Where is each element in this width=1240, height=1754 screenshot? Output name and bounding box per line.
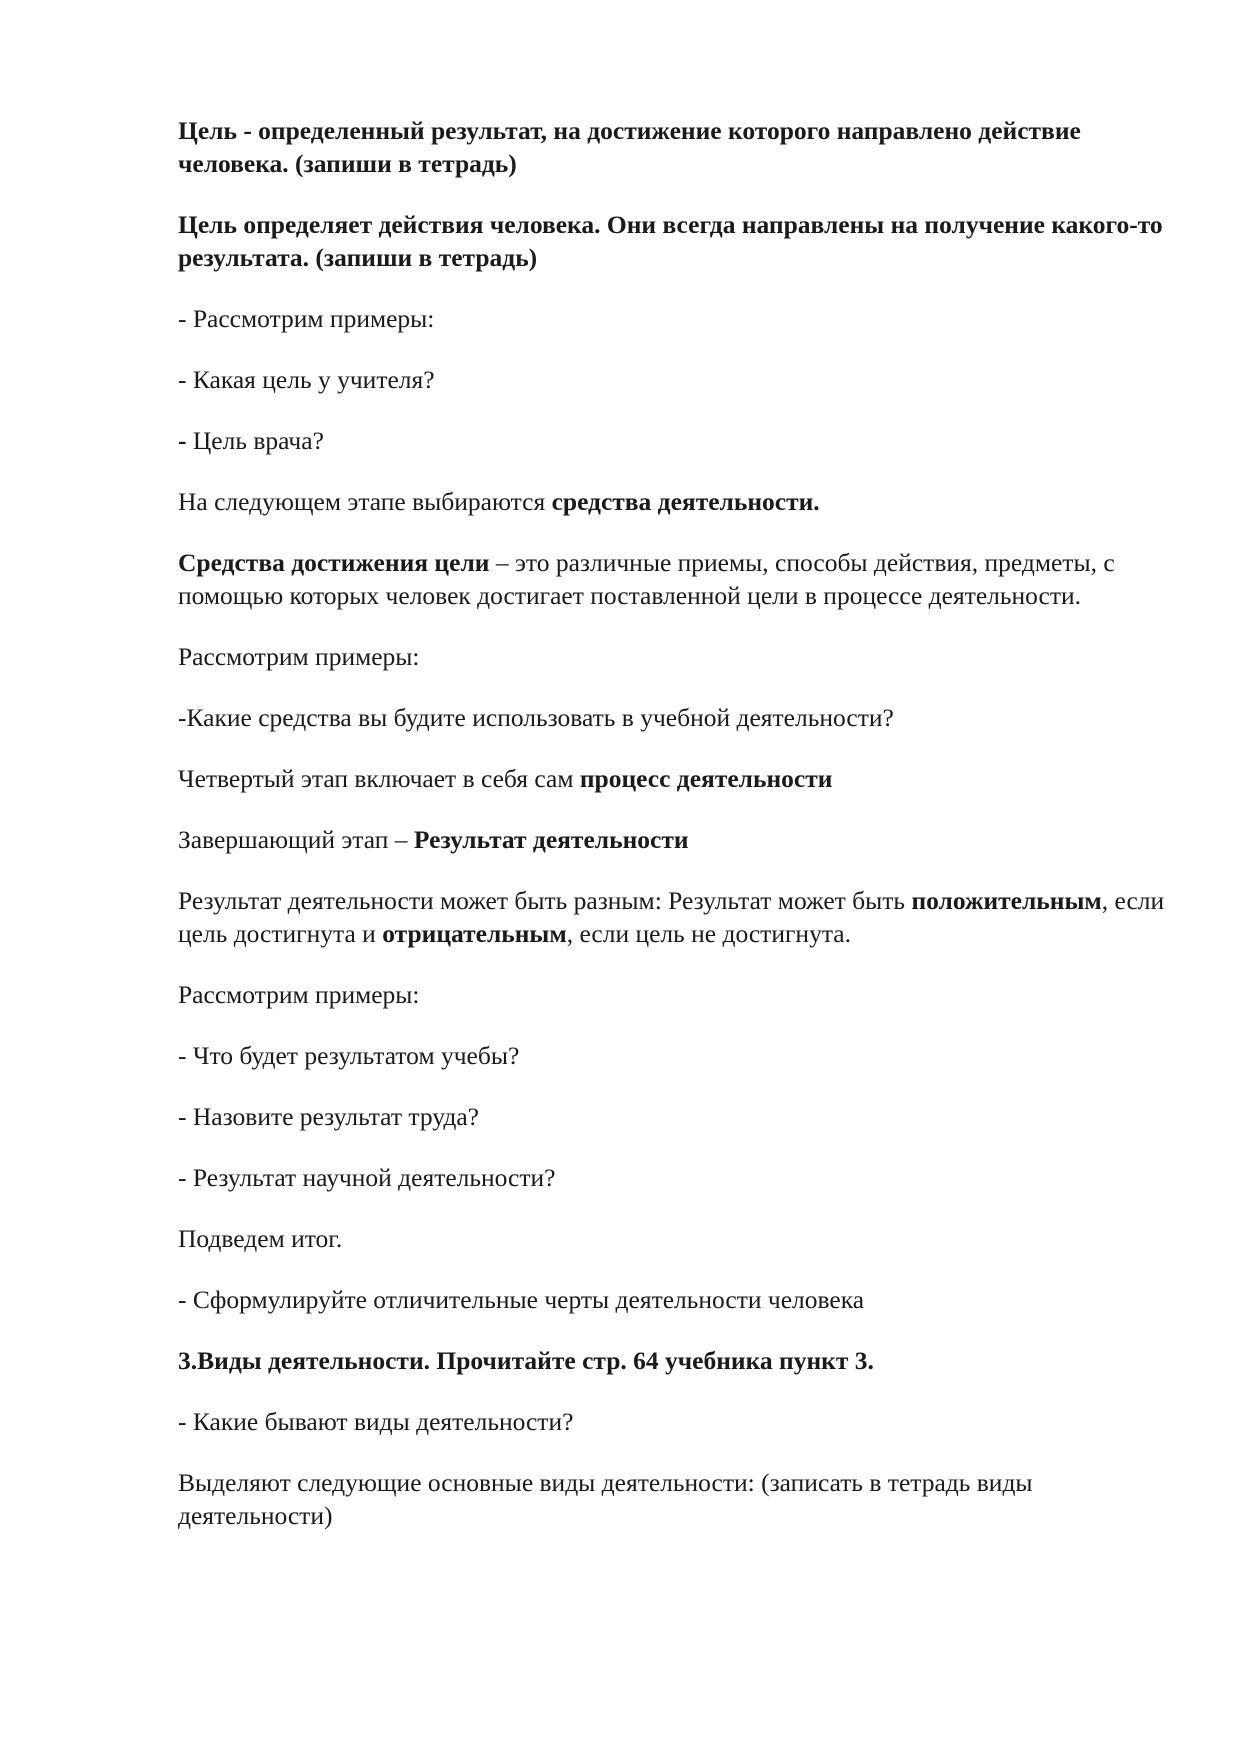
- result-text-a: Результат деятельности может быть разным: Результат может быть: [178, 886, 912, 915]
- paragraph-summary: Подведем итог.: [178, 1224, 343, 1253]
- paragraph-types-list-intro: Выделяют следующие основные виды деятельности: (записать в тетрадь виды деятельности): [178, 1468, 1033, 1530]
- next-stage-bold: средства деятельности.: [551, 487, 820, 516]
- paragraph-next-stage: [178, 485, 1168, 518]
- final-stage-bold: Результат деятельности: [413, 825, 689, 854]
- paragraph-fourth-stage: [178, 762, 1168, 795]
- paragraph-examples-2: Рассмотрим примеры:: [178, 642, 420, 671]
- paragraph-doctor-goal: [178, 424, 1168, 457]
- paragraph-means-definition: [178, 546, 1168, 612]
- dash: -: [178, 426, 187, 455]
- means-term: Средства достижения цели: [178, 548, 490, 577]
- paragraph-goal-determines: Цель определяет действия человека. Они всегда направлены на получение какого-то результата. (запиши в тетрадь): [178, 210, 1163, 272]
- result-text-e: , если цель не достигнута.: [566, 919, 851, 948]
- document-page: [178, 114, 1168, 1560]
- paragraph-study-result: - Что будет результатом учебы?: [178, 1041, 520, 1070]
- doctor-goal-text: Цель врача?: [186, 426, 324, 455]
- paragraph-types-question: - Какие бывают виды деятельности?: [178, 1407, 574, 1436]
- paragraph-formulate: - Сформулируйте отличительные черты деятельности человека: [178, 1285, 865, 1314]
- next-stage-text: На следующем этапе выбираются: [178, 487, 552, 516]
- paragraph-goal-definition: Цель - определенный результат, на достижение которого направлено действие человека. (запиши в тетрадь): [178, 116, 1081, 178]
- paragraph-result-types: [178, 884, 1168, 950]
- fourth-stage-bold: процесс деятельности: [579, 764, 833, 793]
- result-text-c: , если цель достигнута и: [178, 886, 1165, 948]
- paragraph-means-question: -Какие средства вы будите использовать в учебной деятельности?: [178, 703, 894, 732]
- paragraph-examples-1: - Рассмотрим примеры:: [178, 304, 435, 333]
- section-heading-activity-types: 3.Виды деятельности. Прочитайте стр. 64 учебника пункт 3.: [178, 1346, 874, 1375]
- result-negative: отрицательным: [382, 919, 567, 948]
- fourth-stage-text: Четвертый этап включает в себя сам: [178, 764, 580, 793]
- paragraph-examples-3: Рассмотрим примеры:: [178, 980, 420, 1009]
- result-positive: положительным: [911, 886, 1102, 915]
- paragraph-final-stage: [178, 823, 1168, 856]
- means-text: – это различные приемы, способы действия, предметы, с помощью которых человек достигает поставленной цели в процессе деятельности.: [178, 548, 1115, 610]
- final-stage-text: Завершающий этап –: [178, 825, 414, 854]
- paragraph-science-result: - Результат научной деятельности?: [178, 1163, 556, 1192]
- paragraph-labor-result: - Назовите результат труда?: [178, 1102, 479, 1131]
- paragraph-teacher-goal: - Какая цель у учителя?: [178, 365, 435, 394]
